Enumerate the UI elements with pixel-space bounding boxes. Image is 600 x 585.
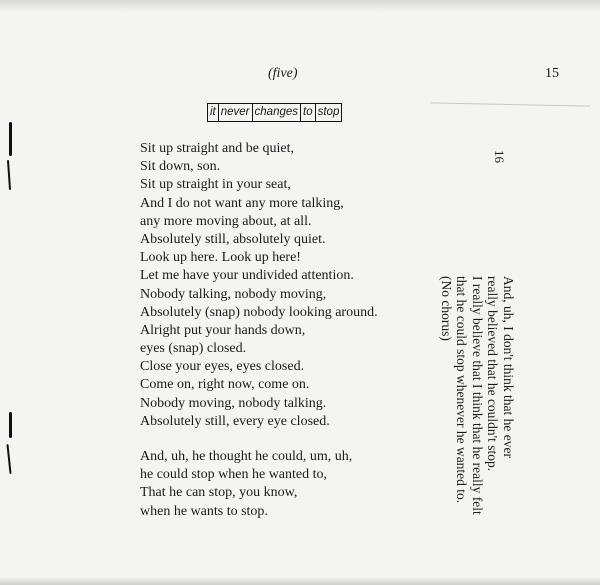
rotated-line: (No chorus) <box>439 276 454 341</box>
poem-text <box>140 140 378 521</box>
poem-line: That he can stop, you know, <box>140 485 298 501</box>
stanza-2 <box>140 448 378 521</box>
stanza-1 <box>140 140 378 431</box>
page-number: 15 <box>545 66 559 81</box>
stanza-gap <box>140 431 378 448</box>
poem-line: Come on, right now, come on. <box>140 377 310 393</box>
title-word: changes <box>253 104 301 121</box>
poem-line: Sit up straight and be quiet, <box>140 141 294 156</box>
rotated-line: really believed that he couldn't stop. <box>485 276 501 472</box>
binding-mark <box>7 160 11 190</box>
poem-line: Sit down, son. <box>140 159 221 175</box>
binding-mark <box>6 444 11 474</box>
title-word: stop <box>317 106 340 118</box>
rotated-line: that he could stop whenever he wanted to. <box>454 276 470 504</box>
poem-line: Absolutely still, every eye closed. <box>140 413 330 429</box>
song-title-boxes <box>207 103 342 122</box>
poem-line: Absolutely still, absolutely quiet. <box>140 231 326 247</box>
title-word: never <box>219 104 253 121</box>
rotated-text-block <box>439 276 517 515</box>
poem-line: And, uh, he thought he could, um, uh, <box>140 449 353 464</box>
poem-line: Alright put your hands down, <box>140 322 306 338</box>
poem-line: Close your eyes, eyes closed. <box>140 359 305 375</box>
binding-mark <box>9 122 12 156</box>
facing-page-edge <box>430 102 590 106</box>
scan-edge-bottom <box>0 577 600 585</box>
title-word: it <box>208 104 219 121</box>
binding-mark <box>9 412 12 438</box>
poem-line: Sit up straight in your seat, <box>140 177 291 193</box>
poem-line: Nobody moving, nobody talking. <box>140 395 327 411</box>
poem-line: any more moving about, at all. <box>140 213 312 229</box>
poem-line: Look up here. Look up here! <box>140 250 301 266</box>
title-word: to <box>301 104 316 121</box>
rotated-line: And, uh, I don't think that he ever <box>501 276 516 459</box>
poem-line: eyes (snap) closed. <box>140 341 247 357</box>
poem-line: Absolutely (snap) nobody looking around. <box>140 304 378 320</box>
section-title: (five) <box>268 66 298 81</box>
poem-line: Nobody talking, nobody moving, <box>140 286 327 302</box>
poem-line: And I do not want any more talking, <box>140 195 344 211</box>
scan-edge-top <box>0 0 600 12</box>
rotated-page-number: 16 <box>492 150 507 163</box>
poem-line: Let me have your undivided attention. <box>140 268 354 284</box>
rotated-line: I really believe that I think that he really felt <box>470 276 485 515</box>
poem-line: when he wants to stop. <box>140 503 268 519</box>
poem-line: he could stop when he wanted to, <box>140 467 328 483</box>
